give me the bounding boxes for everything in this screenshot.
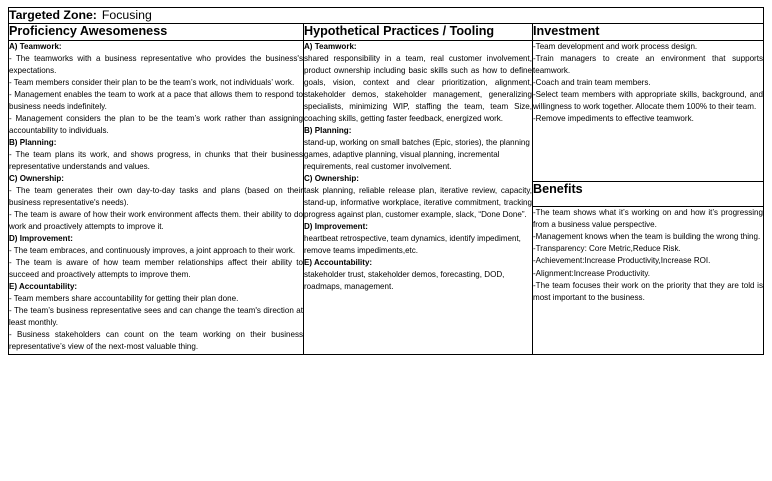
section-heading: B) Planning: — [9, 138, 57, 148]
proficiency-section-a — [9, 41, 303, 137]
benefits-item: -Transparency: Core Metric,Reduce Risk. — [533, 244, 681, 254]
section-heading: A) Teamwork: — [304, 42, 357, 52]
title-label: Targeted Zone: — [9, 8, 97, 22]
cell-proficiency-body — [9, 41, 304, 354]
benefits-item: -Management knows when the team is building the wrong thing. — [533, 232, 761, 242]
table-row-headers — [9, 24, 764, 41]
section-heading: A) Teamwork: — [9, 42, 62, 52]
benefits-item: -The team shows what it’s working on and how it’s progressing from a business value perspective. — [533, 208, 763, 230]
investment-item: -Team development and work process design. — [533, 42, 698, 52]
practices-section-b — [304, 125, 532, 173]
column-header-benefits: Benefits — [533, 182, 764, 207]
cell-investment-body — [533, 41, 764, 182]
benefits-item: -Alignment:Increase Productivity. — [533, 268, 651, 278]
column-header-investment: Investment — [533, 24, 764, 41]
section-heading: C) Ownership: — [9, 174, 64, 184]
section-heading: D) Improvement: — [9, 234, 73, 244]
section-body: - The team generates their own day-to-day tasks and plans (based on their business representative's needs). - The team is aware of how their work environment affects them. their ability to do work and proactively attempts to improve it. — [9, 186, 303, 232]
proficiency-section-d — [9, 233, 303, 281]
title-value: Focusing — [101, 8, 152, 22]
practices-section-a — [304, 41, 532, 125]
cell-practices-body — [304, 41, 533, 354]
practices-section-d — [304, 221, 532, 257]
targeted-zone-table — [8, 7, 764, 355]
section-heading: E) Accountability: — [9, 282, 78, 292]
benefits-item: -The team focuses their work on the priority that they are told is most important to the business. — [533, 280, 763, 302]
section-body: - The teamworks with a business representative who provides the business's expectations. - Team members consider their plan to be the team’s work, not individuals’ work. - Management enables the team to work at a pace that allows them to respond to business needs indefinitely. - Management considers the plan to be the team’s work rather than assigning accountability to individuals. — [9, 54, 303, 136]
cell-benefits-body — [533, 207, 764, 354]
section-heading: B) Planning: — [304, 126, 352, 136]
section-body: - The team embraces, and continuously improves, a joint approach to their work. - The team is aware of how team member relationships affect their ability to succeed and proactively attempts to improve them. — [9, 246, 303, 280]
section-body: - Team members share accountability for getting their plan done. - The team’s business representative sees and can change the team's direction at least monthly. - Business stakeholders can count on the team working on their business representative’s view of the next-most valuable thing. — [9, 294, 303, 352]
investment-item: -Remove impediments to effective teamwork. — [533, 114, 694, 124]
section-heading: E) Accountability: — [304, 258, 373, 268]
section-body: task planning, reliable release plan, iterative review, capacity, stand-up, informative workplace, iterative commitment, tracking progress against plan, customer example, slack, “Done Done”. — [304, 186, 532, 220]
table-row-title — [9, 8, 764, 24]
practices-section-e — [304, 257, 532, 293]
section-body: - The team plans its work, and shows progress, in chunks that their business representative understands and values. — [9, 150, 303, 172]
proficiency-section-b — [9, 137, 303, 173]
practices-section-c — [304, 173, 532, 221]
table-row-body — [9, 41, 764, 182]
investment-item: -Coach and train team members. — [533, 78, 651, 88]
section-body: heartbeat retrospective, team dynamics, identify impediment, remove teams impediments,etc. — [304, 234, 521, 256]
proficiency-section-c — [9, 173, 303, 233]
section-body: stakeholder trust, stakeholder demos, forecasting, DOD, roadmaps, management. — [304, 270, 505, 292]
column-header-practices: Hypothetical Practices / Tooling — [304, 24, 533, 41]
section-body: stand-up, working on small batches (Epic, stories), the planning games, adaptive planning, visual planning, incremental requirements, real customer involvement. — [304, 138, 530, 172]
proficiency-section-e — [9, 281, 303, 353]
investment-item: -Train managers to create an environment that supports teamwork. — [533, 54, 763, 76]
column-header-proficiency: Proficiency Awesomeness — [9, 24, 304, 41]
title-cell — [9, 8, 764, 24]
section-heading: D) Improvement: — [304, 222, 368, 232]
benefits-item: -Achievement:Increase Productivity,Increase ROI. — [533, 256, 711, 266]
section-body: shared responsibility in a team, real customer involvement, product ownership including basic skills such as how to define goals, vision, context and clear prioritization, alignment, stakeholder demos, stakeholder management, generalizing specialists, minimizing WIP, staffing the team, team Size, coaching skills, getting faster feedback, energized work. — [304, 54, 532, 124]
section-heading: C) Ownership: — [304, 174, 359, 184]
investment-item: -Select team members with appropriate skills, background, and willingness to work together. Allocate them 100% to their team. — [533, 90, 763, 112]
